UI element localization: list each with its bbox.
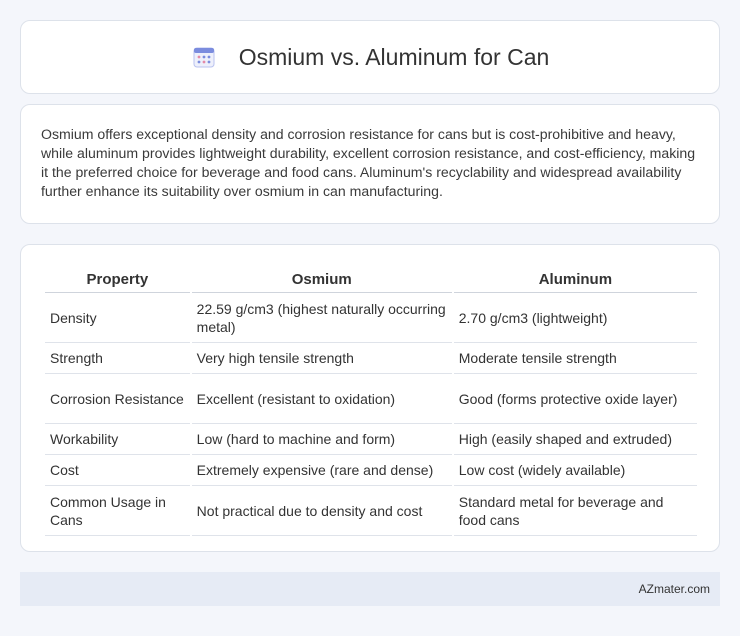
cell-aluminum: High (easily shaped and extruded) [454, 424, 697, 455]
cell-osmium: Extremely expensive (rare and dense) [192, 455, 452, 486]
footer-site-link[interactable]: AZmater.com [638, 582, 710, 596]
cell-aluminum: Moderate tensile strength [454, 343, 697, 374]
title-card [20, 20, 720, 94]
cell-aluminum: Good (forms protective oxide layer) [454, 374, 697, 424]
cell-aluminum: Low cost (widely available) [454, 455, 697, 486]
cell-osmium: Very high tensile strength [192, 343, 452, 374]
page-title: Osmium vs. Aluminum for Can [238, 43, 550, 70]
cell-property: Workability [45, 424, 190, 455]
summary-text: Osmium offers exceptional density and corrosion resistance for cans but is cost-prohibitive and heavy, while aluminum provides lightweight durability, excellent corrosion resistance, and cost-efficiency, making it the preferred choice for beverage and food cans. Aluminum's recyclability and widespread availability further enhance its suitability over osmium in can manufacturing. [41, 126, 696, 199]
comparison-table-card [20, 244, 720, 552]
summary-card [20, 104, 720, 224]
cell-osmium: Excellent (resistant to oxidation) [192, 374, 452, 424]
cell-osmium: 22.59 g/cm3 (highest naturally occurring metal) [192, 293, 452, 343]
cell-property: Common Usage in Cans [45, 486, 190, 536]
table-row [45, 424, 697, 455]
cell-aluminum: Standard metal for beverage and food cans [454, 486, 697, 536]
footer [20, 572, 720, 606]
table-header-row [45, 263, 697, 293]
table-row [45, 343, 697, 374]
cell-property: Cost [45, 455, 190, 486]
table-row [45, 293, 697, 343]
table-row [45, 486, 697, 536]
cell-property: Corrosion Resistance [45, 374, 190, 424]
comparison-table [43, 263, 699, 536]
calendar-grid-icon [191, 44, 217, 70]
cell-property: Strength [45, 343, 190, 374]
cell-osmium: Low (hard to machine and form) [192, 424, 452, 455]
table-row [45, 455, 697, 486]
cell-osmium: Not practical due to density and cost [192, 486, 452, 536]
table-row [45, 374, 697, 424]
cell-property: Density [45, 293, 190, 343]
header-aluminum: Aluminum [454, 263, 697, 293]
header-osmium: Osmium [192, 263, 452, 293]
cell-aluminum: 2.70 g/cm3 (lightweight) [454, 293, 697, 343]
header-property: Property [45, 263, 190, 293]
